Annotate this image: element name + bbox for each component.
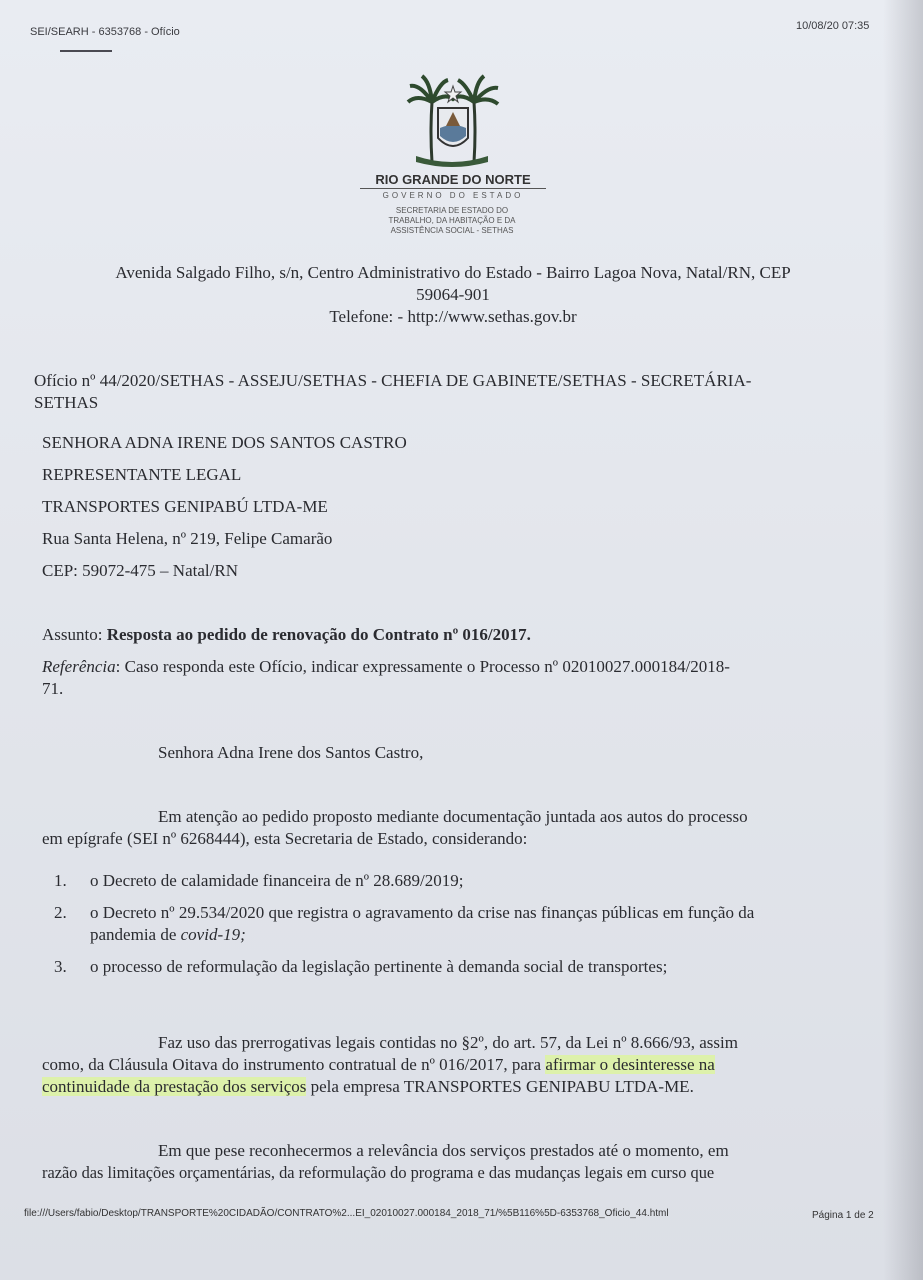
secretariat-line: TRABALHO, DA HABITAÇÃO E DA	[388, 216, 516, 225]
secretariat-line: ASSISTÊNCIA SOCIAL - SETHAS	[390, 226, 514, 235]
reference-cont: 71.	[42, 679, 64, 698]
recipient-role: REPRESENTANTE LEGAL	[42, 465, 242, 484]
subject	[42, 624, 531, 646]
secretariat-name	[362, 206, 542, 236]
reference-text: : Caso responda este Ofício, indicar expressamente o Processo nº 02010027.000184/2018-	[115, 657, 730, 676]
state-coat-of-arms-logo	[402, 72, 502, 172]
highlighted-text: continuidade da prestação dos serviços	[42, 1077, 307, 1096]
oficio-number-cont: SETHAS	[34, 393, 99, 412]
paragraph-2-line: Faz uso das prerrogativas legais contidas no §2º, do art. 57, da Lei nº 8.666/93, assim	[158, 1033, 738, 1052]
paragraph-3-line: Em que pese reconhecermos a relevância dos serviços prestados até o momento, em	[158, 1141, 729, 1160]
list-item: o processo de reformulação da legislação pertinente à demanda social de transportes;	[90, 957, 668, 976]
paragraph-2-line	[42, 1076, 694, 1098]
list-number: 2.	[54, 903, 67, 922]
paragraph-2-text: como, da Cláusula Oitava do instrumento contratual de nº 016/2017, para	[42, 1055, 546, 1074]
list-item-text: pandemia de	[90, 925, 181, 944]
list-number: 1.	[54, 871, 67, 890]
paragraph-3-line: razão das limitações orçamentárias, da reformulação do programa e das mudanças legais em curso que	[42, 1163, 715, 1182]
address-phone: Telefone: - http://www.sethas.gov.br	[329, 307, 577, 326]
paragraph-1-line: em epígrafe (SEI nº 6268444), esta Secretaria de Estado, considerando:	[42, 829, 528, 848]
document-id: SEI/SEARH - 6353768 - Ofício	[30, 26, 180, 38]
recipient-street: Rua Santa Helena, nº 219, Felipe Camarão	[42, 529, 333, 548]
list-number: 3.	[54, 957, 67, 976]
address-cep: 59064-901	[416, 285, 490, 304]
recipient-name: SENHORA ADNA IRENE DOS SANTOS CASTRO	[42, 433, 407, 452]
recipient-cep: CEP: 59072-475 – Natal/RN	[42, 561, 238, 580]
highlighted-text: afirmar o desinteresse na	[545, 1055, 715, 1074]
paragraph-2-line	[42, 1054, 715, 1076]
reference-label: Referência	[42, 657, 116, 676]
state-name: RIO GRANDE DO NORTE	[360, 172, 546, 189]
recipient-company: TRANSPORTES GENIPABÚ LTDA-ME	[42, 497, 328, 516]
subject-label: Assunto:	[42, 625, 107, 644]
subject-text: Resposta ao pedido de renovação do Contrato nº 016/2017.	[106, 625, 531, 644]
list-item-cont	[90, 924, 246, 946]
page-number: Página 1 de 2	[812, 1210, 874, 1221]
paragraph-2-text: pela empresa TRANSPORTES GENIPABU LTDA-ME.	[306, 1077, 694, 1096]
list-item: o Decreto de calamidade financeira de nº 28.689/2019;	[90, 871, 464, 890]
address-line: Avenida Salgado Filho, s/n, Centro Administrativo do Estado - Bairro Lagoa Nova, Natal/RN, CEP	[115, 263, 791, 282]
list-item: o Decreto nº 29.534/2020 que registra o agravamento da crise nas finanças públicas em função da	[90, 903, 755, 922]
header-rule	[60, 50, 112, 52]
paragraph-1-line: Em atenção ao pedido proposto mediante documentação juntada aos autos do processo	[158, 807, 748, 826]
file-path-footer: file:///Users/fabio/Desktop/TRANSPORTE%20CIDADÃO/CONTRATO%2...EI_02010027.000184_2018_71/%5B116%5D-6353768_Oficio_44.html	[24, 1208, 669, 1219]
print-datetime: 10/08/20 07:35	[796, 20, 870, 32]
list-item-italic: covid-19;	[180, 925, 246, 944]
greeting: Senhora Adna Irene dos Santos Castro,	[158, 743, 424, 762]
government-label: GOVERNO DO ESTADO	[382, 191, 524, 200]
reference	[42, 656, 730, 678]
secretariat-line: SECRETARIA DE ESTADO DO	[395, 206, 509, 215]
oficio-number: Ofício nº 44/2020/SETHAS - ASSEJU/SETHAS - CHEFIA DE GABINETE/SETHAS - SECRETÁRIA-	[34, 371, 752, 390]
